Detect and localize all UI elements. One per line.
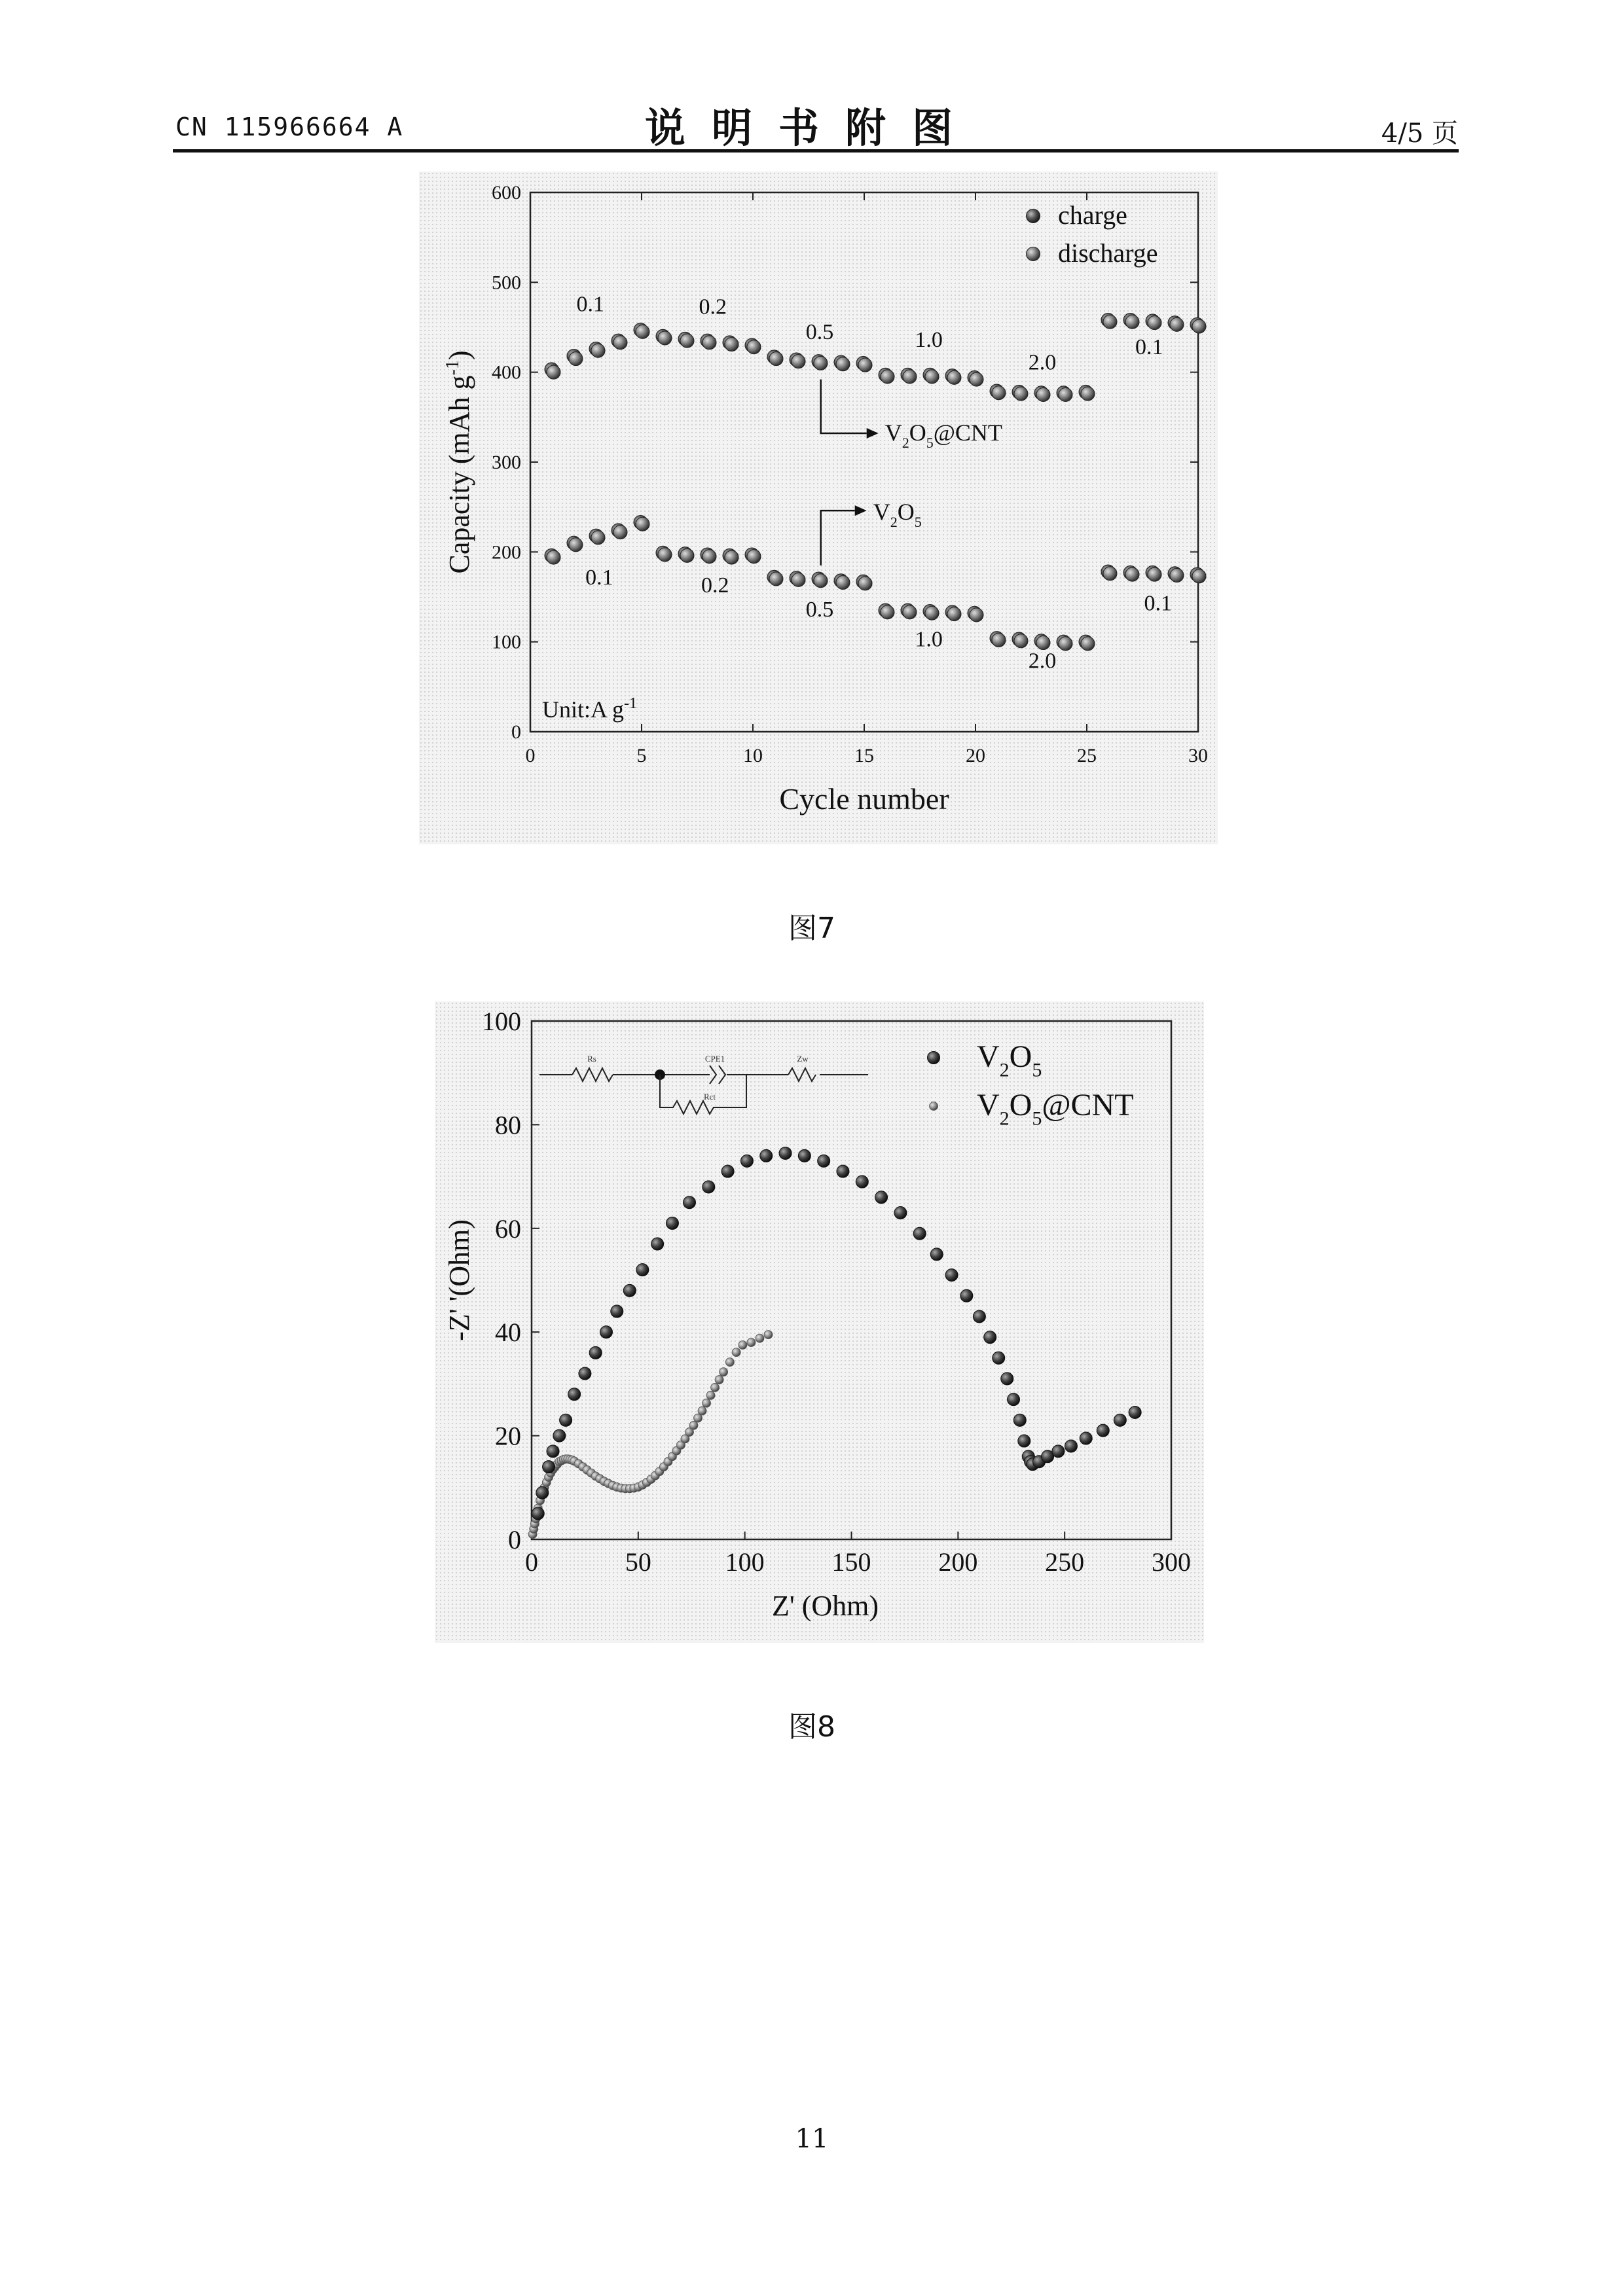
y-tick-label: 60 bbox=[495, 1213, 521, 1244]
data-point-discharge bbox=[992, 386, 1006, 400]
data-point-discharge bbox=[858, 358, 872, 372]
data-point-discharge bbox=[1192, 569, 1206, 583]
rate-label-cnt: 0.2 bbox=[699, 295, 727, 319]
data-point-discharge bbox=[1125, 567, 1139, 581]
x-tick-label: 30 bbox=[1188, 745, 1208, 766]
y-tick-label: 400 bbox=[492, 361, 521, 384]
data-point-v2o5 bbox=[553, 1429, 566, 1442]
rate-label-cnt: 2.0 bbox=[1028, 350, 1057, 375]
rate-label-v2o5: 0.5 bbox=[805, 598, 834, 622]
rate-label-v2o5: 0.1 bbox=[585, 565, 613, 590]
y-tick-label: 100 bbox=[482, 1007, 521, 1036]
data-point-v2o5 bbox=[636, 1264, 649, 1276]
data-point-discharge bbox=[747, 550, 761, 564]
y-tick-label: 600 bbox=[492, 182, 521, 204]
data-point-v2o5 bbox=[1008, 1393, 1020, 1406]
data-point-discharge bbox=[1014, 387, 1028, 401]
data-point-discharge bbox=[591, 531, 605, 545]
data-point-discharge bbox=[925, 606, 939, 620]
x-tick-label: 100 bbox=[725, 1547, 765, 1577]
rate-label-cnt: 0.1 bbox=[1135, 335, 1163, 360]
data-point-v2o5 bbox=[721, 1165, 734, 1177]
y-tick-label: 200 bbox=[492, 541, 521, 564]
data-point-v2o5 bbox=[930, 1248, 943, 1261]
x-tick-label: 5 bbox=[636, 745, 647, 766]
data-point-discharge bbox=[613, 526, 627, 539]
data-point-v2o5-cnt bbox=[764, 1331, 773, 1339]
data-point-discharge bbox=[814, 356, 828, 370]
data-point-discharge bbox=[970, 372, 983, 386]
data-point-v2o5 bbox=[740, 1155, 753, 1167]
data-point-discharge bbox=[1059, 637, 1072, 651]
data-point-v2o5 bbox=[856, 1175, 868, 1188]
data-point-discharge bbox=[702, 336, 716, 350]
data-point-discharge bbox=[569, 538, 583, 552]
patent-number: CN 115966664 A bbox=[175, 113, 404, 141]
y-tick-label: 40 bbox=[495, 1318, 521, 1348]
legend-marker-discharge bbox=[1027, 247, 1040, 261]
legend-marker-v2o5 bbox=[928, 1052, 940, 1064]
header-rule bbox=[173, 149, 1459, 152]
y-tick-label: 20 bbox=[495, 1421, 521, 1451]
legend-label-v2o5-cnt: $V_2O_5@CNT$ bbox=[977, 1088, 1134, 1130]
data-point-v2o5-cnt bbox=[715, 1376, 723, 1384]
data-point-discharge bbox=[1036, 636, 1050, 650]
nyquist-chart bbox=[435, 1001, 1204, 1643]
data-point-v2o5 bbox=[1080, 1432, 1092, 1444]
data-point-v2o5 bbox=[1129, 1406, 1141, 1418]
data-point-v2o5-cnt bbox=[706, 1391, 715, 1399]
y-tick-label: 500 bbox=[492, 272, 521, 294]
data-point-discharge bbox=[992, 633, 1006, 647]
data-point-discharge bbox=[769, 572, 783, 586]
rate-label-cnt: 0.1 bbox=[576, 292, 605, 317]
figure-8-caption: 图8 bbox=[788, 1710, 835, 1744]
circuit-label: Zw bbox=[797, 1054, 809, 1064]
data-point-v2o5 bbox=[960, 1289, 973, 1302]
data-point-discharge bbox=[725, 338, 739, 351]
data-point-v2o5 bbox=[973, 1310, 985, 1323]
data-point-discharge bbox=[1103, 567, 1117, 581]
data-point-v2o5-cnt bbox=[756, 1334, 764, 1342]
page-number: 11 bbox=[795, 2124, 829, 2154]
data-point-v2o5 bbox=[532, 1507, 544, 1520]
circuit-label: CPE1 bbox=[704, 1054, 725, 1064]
data-point-discharge bbox=[792, 573, 805, 586]
data-point-v2o5 bbox=[894, 1207, 907, 1219]
data-point-v2o5 bbox=[1018, 1435, 1030, 1447]
data-point-discharge bbox=[1125, 315, 1139, 329]
data-point-discharge bbox=[702, 550, 716, 564]
rate-label-cnt: 1.0 bbox=[915, 328, 943, 353]
data-point-discharge bbox=[836, 576, 850, 590]
data-point-v2o5-cnt bbox=[720, 1368, 728, 1376]
data-point-discharge bbox=[613, 336, 627, 350]
data-point-discharge bbox=[1059, 388, 1072, 402]
x-tick-label: 300 bbox=[1152, 1547, 1191, 1577]
y-tick-label: 100 bbox=[492, 631, 521, 653]
x-tick-label: 200 bbox=[938, 1547, 978, 1577]
data-point-v2o5 bbox=[666, 1217, 678, 1229]
data-point-v2o5 bbox=[651, 1238, 664, 1250]
data-point-discharge bbox=[925, 370, 939, 384]
x-tick-label: 250 bbox=[1045, 1547, 1085, 1577]
y-axis-label: Capacity (mAh $g^{-1}$) bbox=[443, 350, 475, 574]
data-point-discharge bbox=[1170, 569, 1184, 583]
data-point-v2o5 bbox=[818, 1155, 830, 1167]
chart-background bbox=[419, 171, 1218, 844]
data-point-discharge bbox=[658, 548, 672, 562]
x-axis-label: Cycle number bbox=[779, 782, 949, 816]
data-point-discharge bbox=[547, 550, 560, 564]
data-point-discharge bbox=[836, 357, 850, 371]
data-point-discharge bbox=[881, 605, 894, 619]
data-point-v2o5 bbox=[543, 1461, 555, 1473]
data-point-v2o5 bbox=[913, 1227, 926, 1240]
page-title: 说明书附图 bbox=[644, 104, 979, 152]
x-tick-label: 50 bbox=[625, 1547, 651, 1577]
data-point-v2o5 bbox=[984, 1331, 996, 1344]
x-tick-label: 0 bbox=[525, 745, 536, 766]
data-point-v2o5 bbox=[536, 1486, 549, 1499]
data-point-v2o5 bbox=[993, 1352, 1005, 1364]
data-point-v2o5 bbox=[760, 1149, 773, 1162]
data-point-v2o5 bbox=[779, 1147, 792, 1159]
data-point-discharge bbox=[970, 608, 983, 622]
rate-label-v2o5: 2.0 bbox=[1028, 649, 1057, 673]
data-point-v2o5 bbox=[1097, 1424, 1109, 1437]
figure-7-rate-performance bbox=[419, 171, 1218, 844]
data-point-v2o5 bbox=[945, 1269, 958, 1282]
data-point-discharge bbox=[903, 605, 917, 619]
legend-label-discharge: discharge bbox=[1058, 238, 1158, 268]
data-point-discharge bbox=[1170, 317, 1184, 331]
data-point-v2o5-cnt bbox=[732, 1348, 740, 1357]
data-point-v2o5 bbox=[560, 1414, 572, 1426]
rate-label-v2o5: 0.2 bbox=[701, 573, 729, 598]
data-point-v2o5 bbox=[798, 1149, 811, 1162]
data-point-discharge bbox=[636, 517, 649, 531]
data-point-v2o5 bbox=[1114, 1414, 1126, 1426]
y-tick-label: 300 bbox=[492, 452, 521, 473]
data-point-discharge bbox=[1192, 319, 1206, 333]
x-tick-label: 0 bbox=[525, 1547, 538, 1577]
legend-marker-v2o5-cnt bbox=[930, 1102, 938, 1111]
y-tick-label: 0 bbox=[508, 1525, 521, 1554]
data-point-discharge bbox=[1014, 634, 1028, 648]
data-point-v2o5 bbox=[623, 1284, 636, 1297]
data-point-v2o5 bbox=[579, 1367, 591, 1380]
data-point-v2o5 bbox=[1065, 1440, 1077, 1452]
rate-label-cnt: 0.5 bbox=[805, 319, 834, 344]
data-point-discharge bbox=[792, 355, 805, 368]
circuit-label: Rct bbox=[703, 1092, 716, 1102]
data-point-v2o5-cnt bbox=[711, 1383, 720, 1391]
legend-marker-charge bbox=[1027, 209, 1040, 223]
annotation-v2o5-cnt: $V_2O_5@CNT$ bbox=[884, 420, 1002, 451]
data-point-discharge bbox=[814, 574, 828, 588]
data-point-discharge bbox=[725, 550, 739, 564]
data-point-v2o5 bbox=[1001, 1372, 1013, 1385]
data-point-v2o5 bbox=[568, 1388, 581, 1401]
data-point-discharge bbox=[1148, 316, 1161, 330]
data-point-v2o5 bbox=[837, 1165, 849, 1177]
data-point-v2o5 bbox=[1052, 1445, 1065, 1458]
data-point-v2o5-cnt bbox=[739, 1341, 747, 1350]
data-point-v2o5 bbox=[589, 1346, 602, 1359]
x-tick-label: 150 bbox=[831, 1547, 871, 1577]
data-point-discharge bbox=[569, 352, 583, 366]
data-point-discharge bbox=[680, 334, 694, 348]
data-point-discharge bbox=[1081, 637, 1095, 651]
page-indicator: 4/5 页 bbox=[1381, 118, 1458, 149]
annotation-v2o5: $V_2O_5$ bbox=[873, 499, 922, 530]
data-point-discharge bbox=[947, 370, 961, 384]
data-point-v2o5 bbox=[702, 1181, 715, 1193]
circuit-label: Rs bbox=[587, 1054, 596, 1064]
data-point-discharge bbox=[680, 548, 694, 562]
legend-label-v2o5: $V_2O_5$ bbox=[977, 1039, 1042, 1081]
y-tick-label: 0 bbox=[511, 721, 521, 743]
rate-label-v2o5: 1.0 bbox=[915, 627, 943, 652]
data-point-v2o5 bbox=[547, 1445, 559, 1458]
data-point-v2o5-cnt bbox=[698, 1407, 706, 1415]
x-tick-label: 25 bbox=[1077, 745, 1097, 766]
data-point-v2o5-cnt bbox=[747, 1338, 756, 1347]
data-point-v2o5 bbox=[600, 1326, 612, 1338]
data-point-discharge bbox=[947, 607, 961, 621]
data-point-discharge bbox=[1103, 315, 1117, 329]
rate-label-v2o5: 0.1 bbox=[1144, 591, 1173, 616]
data-point-discharge bbox=[903, 370, 917, 384]
data-point-v2o5-cnt bbox=[702, 1399, 711, 1407]
data-point-v2o5 bbox=[683, 1196, 695, 1209]
x-tick-label: 15 bbox=[854, 745, 874, 766]
data-point-v2o5 bbox=[1013, 1414, 1026, 1426]
legend-label-charge: charge bbox=[1058, 200, 1127, 230]
data-point-discharge bbox=[1081, 387, 1095, 401]
x-tick-label: 20 bbox=[966, 745, 985, 766]
data-point-discharge bbox=[591, 344, 605, 357]
data-point-discharge bbox=[769, 352, 783, 366]
data-point-discharge bbox=[636, 325, 649, 338]
data-point-discharge bbox=[881, 370, 894, 384]
data-point-discharge bbox=[747, 340, 761, 354]
y-tick-label: 80 bbox=[495, 1110, 521, 1140]
data-point-discharge bbox=[547, 365, 560, 379]
figure-7-caption: 图7 bbox=[788, 912, 835, 945]
unit-note: Unit:A $g^{-1}$ bbox=[542, 695, 638, 723]
data-point-v2o5 bbox=[611, 1305, 623, 1318]
rate-chart bbox=[419, 171, 1218, 844]
data-point-v2o5 bbox=[875, 1191, 888, 1204]
y-axis-label: -Z' '(Ohm) bbox=[443, 1219, 475, 1341]
data-point-discharge bbox=[1148, 567, 1161, 581]
data-point-v2o5-cnt bbox=[725, 1358, 734, 1367]
figure-8-impedance bbox=[435, 1001, 1204, 1643]
data-point-discharge bbox=[1036, 388, 1050, 402]
x-axis-label: Z' (Ohm) bbox=[771, 1590, 879, 1622]
x-tick-label: 10 bbox=[743, 745, 763, 766]
data-point-discharge bbox=[858, 577, 872, 590]
data-point-discharge bbox=[658, 331, 672, 345]
